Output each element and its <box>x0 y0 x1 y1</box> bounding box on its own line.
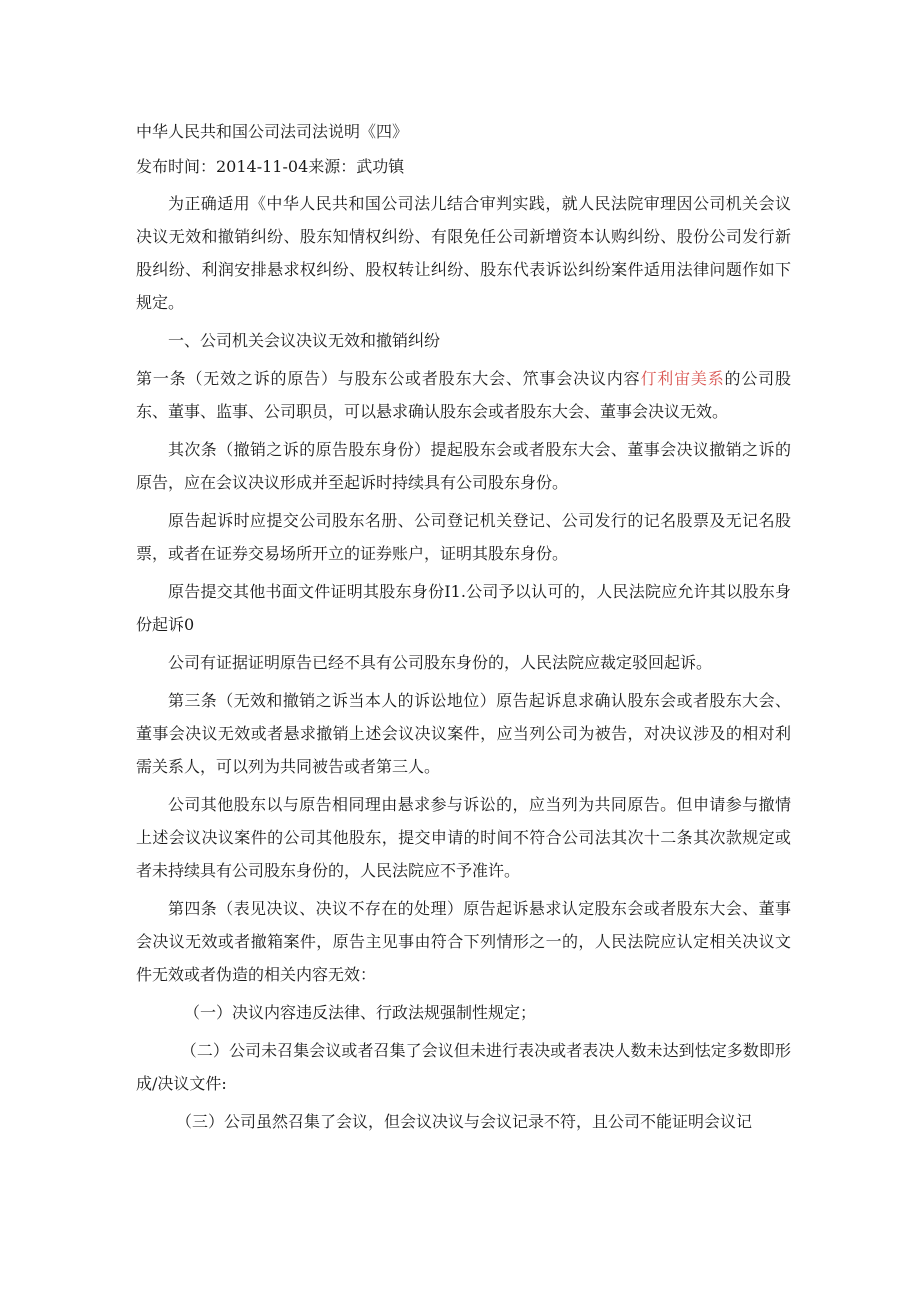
section-heading: 一、公司机关会议决议无效和撤销纠纷 <box>168 331 441 350</box>
article-1-highlight: 仃利宙美系 <box>640 369 725 388</box>
article-4: 第四条（表见决议、决议不存在的处理）原告起诉悬求认定股东会或者股东大会、董事会决议无效或者撤箱案件，原告主见事由符合下列情形之一的，人民法院应认定相关决议文件无效或者伪造的相关内容无效： <box>136 899 791 984</box>
article-2-paragraph-4: 公司有证据证明原告已经不具有公司股东身份的，人民法院应裁定驳回起诉。 <box>168 653 713 672</box>
article-1-text-before: 第一条（无效之诉的原告）与股东公或者股东大会、笊事会决议内容 <box>136 369 641 388</box>
article-2: 其次条（撤销之诉的原告股东身份）提起股东会或者股东大会、董事会决议撤销之诉的原告，应在会议决议形成并至起诉时持续具有公司股东身份。 <box>136 440 791 492</box>
list-item-1: （一）决议内容违反法律、行政法规强制性规定； <box>184 1003 537 1022</box>
article-2-paragraph-3: 原告提交其他书面文件证明其股东身份I1.公司予以认可的，人民法院应允许其以股东身份起诉0 <box>136 582 791 634</box>
article-3: 第三条（无效和撤销之诉当本人的诉讼地位）原告起诉息求确认股东会或者股东大会、董事会决议无效或者悬求撤销上述会议决议案件，应当列公司为被告，对决议涉及的相对利需关系人，可以列为共同被告或者第三人。 <box>136 691 791 776</box>
document-body <box>136 115 791 1143</box>
article-1-text-after: 的公司股东、董事、监事、公司职员，可以悬求确认股东会或者股东大会、董事会决议无效。 <box>136 369 791 421</box>
article-3-paragraph-2: 公司其他股东以与原告相同理由悬求参与诉讼的，应当列为共同原告。但申请参与撤情上述会议决议案件的公司其他股东，提交申请的时间不符合公司法其次十二条其次款规定或者未持续具有公司股东身份的，人民法院应不予准许。 <box>136 795 791 880</box>
article-1 <box>136 362 791 428</box>
intro-paragraph: 为正确适用《中华人民共和国公司法儿结合审判实践，就人民法院审理因公司机关会议决议无效和撤销纠纷、股东知情权纠纷、有限免任公司新增资本认购纠纷、股份公司发行新股纠纷、利润安排悬求权纠纷、股权转让纠纷、股东代表诉讼纠纷案件适用法律问题作如下规定。 <box>136 194 791 312</box>
list-item-3: （三）公司虽然召集了会议，但会议决议与会议记录不符，且公司不能证明会议记 <box>176 1112 753 1131</box>
publish-meta: 发布时间：2014-11-04来源：武功镇 <box>136 157 405 176</box>
article-2-paragraph-2: 原告起诉时应提交公司股东名册、公司登记机关登记、公司发行的记名股票及无记名股票，或者在证券交易场所开立的证券账户，证明其股东身份。 <box>136 511 791 563</box>
list-item-2: （二）公司未召集会议或者召集了会议但未进行表决或者表决人数未达到怯定多数即形成/决议文件: <box>136 1041 791 1093</box>
document-title: 中华人民共和国公司法司法说明《四》 <box>136 122 409 141</box>
